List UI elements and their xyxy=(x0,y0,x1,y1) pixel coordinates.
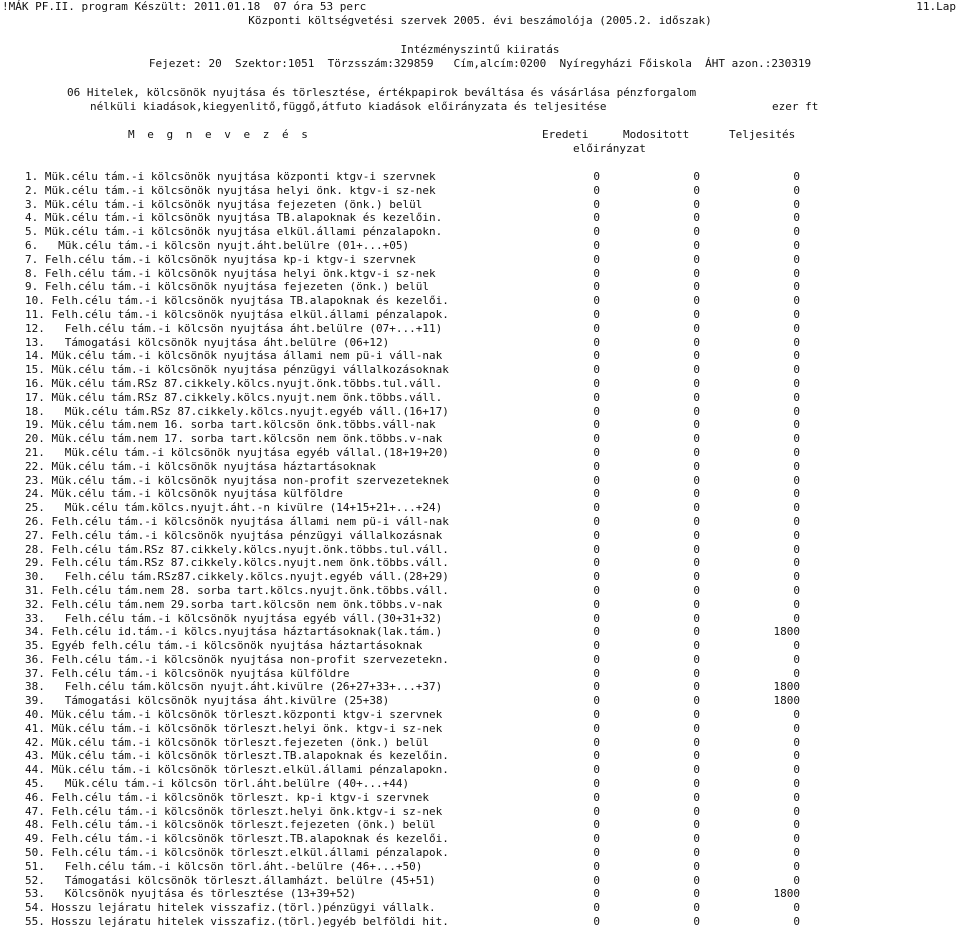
row-label: 28. Felh.célu tám.RSz 87.cikkely.kölcs.nyujt.önk.többs.tul.váll. xyxy=(25,542,449,556)
value-actual: 0 xyxy=(793,790,800,804)
value-actual: 0 xyxy=(793,859,800,873)
row-label: 52. Támogatási kölcsönök törleszt.államházt. belülre (45+51) xyxy=(25,873,436,887)
value-modified: 0 xyxy=(693,445,700,459)
column-header-name: M e g n e v e z é s xyxy=(128,128,311,141)
value-modified: 0 xyxy=(693,307,700,321)
value-actual: 0 xyxy=(793,197,800,211)
value-modified: 0 xyxy=(693,321,700,335)
value-original: 0 xyxy=(593,445,600,459)
row-label: 22. Mük.célu tám.-i kölcsönök nyujtása háztartásoknak xyxy=(25,459,376,473)
row-label: 3. Mük.célu tám.-i kölcsönök nyujtása fejezeten (önk.) belül xyxy=(25,197,423,211)
table-row xyxy=(0,363,960,377)
table-row xyxy=(0,253,960,267)
value-original: 0 xyxy=(593,873,600,887)
table-row xyxy=(0,556,960,570)
value-modified: 0 xyxy=(693,556,700,570)
value-original: 0 xyxy=(593,859,600,873)
report-header-left: !MÁK PF.II. program Készült: 2011.01.18 07 óra 53 perc xyxy=(2,0,367,13)
table-row xyxy=(0,874,960,888)
table-row xyxy=(0,598,960,612)
column-header-original: Eredeti xyxy=(542,128,589,141)
value-original: 0 xyxy=(593,583,600,597)
table-row xyxy=(0,639,960,653)
value-modified: 0 xyxy=(693,225,700,239)
table-row xyxy=(0,336,960,350)
row-label: 33. Felh.célu tám.-i kölcsönök nyujtása egyéb váll.(30+31+32) xyxy=(25,611,443,625)
row-label: 55. Hosszu lejáratu hitelek visszafiz.(törl.)egyéb belföldi hit. xyxy=(25,915,449,929)
value-original: 0 xyxy=(593,542,600,556)
value-original: 0 xyxy=(593,197,600,211)
table-row xyxy=(0,694,960,708)
value-actual: 0 xyxy=(793,597,800,611)
value-modified: 0 xyxy=(693,514,700,528)
value-modified: 0 xyxy=(693,611,700,625)
page-number: 11.Lap xyxy=(916,0,956,13)
value-original: 0 xyxy=(593,349,600,363)
row-label: 37. Felh.célu tám.-i kölcsönök nyujtása külföldre xyxy=(25,666,350,680)
table-row xyxy=(0,280,960,294)
value-original: 0 xyxy=(593,487,600,501)
value-modified: 0 xyxy=(693,915,700,929)
row-label: 17. Mük.célu tám.RSz 87.cikkely.kölcs.nyujt.nem önk.többs.váll. xyxy=(25,390,443,404)
value-modified: 0 xyxy=(693,818,700,832)
value-actual: 0 xyxy=(793,211,800,225)
report-title-2: nélküli kiadások,kiegyenlitő,függő,átfuto kiadások előirányzata és teljesitése xyxy=(90,100,607,113)
value-modified: 0 xyxy=(693,639,700,653)
column-header-original-2: előirányzat xyxy=(573,142,646,155)
value-original: 0 xyxy=(593,625,600,639)
value-actual: 0 xyxy=(793,528,800,542)
value-original: 0 xyxy=(593,832,600,846)
value-original: 0 xyxy=(593,556,600,570)
value-actual: 0 xyxy=(793,832,800,846)
row-label: 43. Mük.célu tám.-i kölcsönök törleszt.TB.alapoknak és kezelőin. xyxy=(25,749,449,763)
value-actual: 0 xyxy=(793,735,800,749)
row-label: 51. Felh.célu tám.-i kölcsön törl.áht.-belülre (46+...+50) xyxy=(25,859,423,873)
value-original: 0 xyxy=(593,321,600,335)
value-actual: 0 xyxy=(793,183,800,197)
value-original: 0 xyxy=(593,211,600,225)
value-original: 0 xyxy=(593,363,600,377)
row-label: 16. Mük.célu tám.RSz 87.cikkely.kölcs.nyujt.önk.többs.tul.váll. xyxy=(25,376,443,390)
row-label: 2. Mük.célu tám.-i kölcsönök nyujtása helyi önk. ktgv-i sz-nek xyxy=(25,183,436,197)
value-actual: 0 xyxy=(793,459,800,473)
row-label: 36. Felh.célu tám.-i kölcsönök nyujtása non-profit szervezetekn. xyxy=(25,652,449,666)
value-original: 0 xyxy=(593,376,600,390)
value-original: 0 xyxy=(593,432,600,446)
value-actual: 0 xyxy=(793,721,800,735)
value-modified: 0 xyxy=(693,735,700,749)
value-modified: 0 xyxy=(693,846,700,860)
value-actual: 0 xyxy=(793,611,800,625)
row-label: 47. Felh.célu tám.-i kölcsönök törleszt.helyi önk.ktgv-i sz-nek xyxy=(25,804,443,818)
value-actual: 0 xyxy=(793,570,800,584)
value-original: 0 xyxy=(593,652,600,666)
table-row xyxy=(0,680,960,694)
value-modified: 0 xyxy=(693,832,700,846)
table-row xyxy=(0,570,960,584)
table-row xyxy=(0,501,960,515)
value-original: 0 xyxy=(593,749,600,763)
value-actual: 0 xyxy=(793,349,800,363)
value-actual: 0 xyxy=(793,321,800,335)
row-label: 40. Mük.célu tám.-i kölcsönök törleszt.központi ktgv-i szervnek xyxy=(25,708,443,722)
value-modified: 0 xyxy=(693,363,700,377)
value-original: 0 xyxy=(593,694,600,708)
value-modified: 0 xyxy=(693,680,700,694)
value-original: 0 xyxy=(593,225,600,239)
value-original: 0 xyxy=(593,307,600,321)
table-row xyxy=(0,211,960,225)
value-modified: 0 xyxy=(693,501,700,515)
value-modified: 0 xyxy=(693,859,700,873)
value-original: 0 xyxy=(593,735,600,749)
report-title-1: 06 Hitelek, kölcsönök nyujtása és törlesztése, értékpapirok beváltása és vásárlása pénzforgalom xyxy=(67,86,697,99)
value-original: 0 xyxy=(593,473,600,487)
value-modified: 0 xyxy=(693,376,700,390)
table-row xyxy=(0,860,960,874)
table-row xyxy=(0,418,960,432)
value-original: 0 xyxy=(593,404,600,418)
table-row xyxy=(0,543,960,557)
row-label: 49. Felh.célu tám.-i kölcsönök törleszt.TB.alapoknak és kezelői. xyxy=(25,832,449,846)
unit-label: ezer ft xyxy=(772,100,819,113)
table-row xyxy=(0,487,960,501)
value-original: 0 xyxy=(593,639,600,653)
row-label: 7. Felh.célu tám.-i kölcsönök nyujtása kp-i ktgv-i szervnek xyxy=(25,252,416,266)
value-original: 0 xyxy=(593,280,600,294)
value-modified: 0 xyxy=(693,197,700,211)
value-actual: 0 xyxy=(793,266,800,280)
row-label: 15. Mük.célu tám.-i kölcsönök nyujtása pénzügyi vállalkozásoknak xyxy=(25,363,449,377)
value-modified: 0 xyxy=(693,901,700,915)
row-label: 54. Hosszu lejáratu hitelek visszafiz.(törl.)pénzügyi vállalk. xyxy=(25,901,436,915)
table-row xyxy=(0,308,960,322)
table-row xyxy=(0,667,960,681)
table-row xyxy=(0,267,960,281)
table-row xyxy=(0,446,960,460)
column-header-modified: Modositott xyxy=(623,128,690,141)
table-row xyxy=(0,791,960,805)
value-modified: 0 xyxy=(693,170,700,183)
value-original: 0 xyxy=(593,252,600,266)
report-scope: Intézményszintű kiiratás xyxy=(400,43,560,56)
table-row xyxy=(0,653,960,667)
row-label: 29. Felh.célu tám.RSz 87.cikkely.kölcs.nyujt.nem önk.többs.váll. xyxy=(25,556,449,570)
value-original: 0 xyxy=(593,846,600,860)
value-modified: 0 xyxy=(693,459,700,473)
value-modified: 0 xyxy=(693,335,700,349)
table-row xyxy=(0,722,960,736)
row-label: 32. Felh.célu tám.nem 29.sorba tart.kölcsön nem önk.többs.v-nak xyxy=(25,597,443,611)
value-modified: 0 xyxy=(693,252,700,266)
value-actual: 0 xyxy=(793,556,800,570)
row-label: 34. Felh.célu id.tám.-i kölcs.nyujtása háztartásoknak(lak.tám.) xyxy=(25,625,443,639)
table-row xyxy=(0,736,960,750)
value-actual: 0 xyxy=(793,432,800,446)
value-actual: 0 xyxy=(793,514,800,528)
value-original: 0 xyxy=(593,266,600,280)
table-row xyxy=(0,377,960,391)
table-row xyxy=(0,777,960,791)
value-modified: 0 xyxy=(693,238,700,252)
row-label: 14. Mük.célu tám.-i kölcsönök nyujtása állami nem pü-i váll-nak xyxy=(25,349,443,363)
table-row xyxy=(0,901,960,915)
row-label: 30. Felh.célu tám.RSz87.cikkely.kölcs.nyujt.egyéb váll.(28+29) xyxy=(25,570,449,584)
value-actual: 0 xyxy=(793,749,800,763)
value-modified: 0 xyxy=(693,666,700,680)
row-label: 45. Mük.célu tám.-i kölcsön törl.áht.belülre (40+...+44) xyxy=(25,777,410,791)
row-label: 50. Felh.célu tám.-i kölcsönök törleszt.elkül.állami pénzalapok. xyxy=(25,846,449,860)
value-modified: 0 xyxy=(693,390,700,404)
table-row xyxy=(0,708,960,722)
value-original: 0 xyxy=(593,418,600,432)
value-original: 0 xyxy=(593,887,600,901)
table-row xyxy=(0,749,960,763)
value-actual: 0 xyxy=(793,294,800,308)
data-table xyxy=(0,170,960,929)
value-actual: 0 xyxy=(793,873,800,887)
value-actual: 0 xyxy=(793,487,800,501)
row-label: 42. Mük.célu tám.-i kölcsönök törleszt.fejezeten (önk.) belül xyxy=(25,735,429,749)
value-original: 0 xyxy=(593,514,600,528)
value-actual: 0 xyxy=(793,473,800,487)
table-row xyxy=(0,818,960,832)
value-original: 0 xyxy=(593,170,600,183)
value-original: 0 xyxy=(593,335,600,349)
value-actual: 0 xyxy=(793,418,800,432)
value-actual: 1800 xyxy=(773,625,800,639)
value-actual: 0 xyxy=(793,501,800,515)
value-original: 0 xyxy=(593,901,600,915)
value-original: 0 xyxy=(593,763,600,777)
value-original: 0 xyxy=(593,680,600,694)
row-label: 26. Felh.célu tám.-i kölcsönök nyujtása állami nem pü-i váll-nak xyxy=(25,514,449,528)
value-modified: 0 xyxy=(693,280,700,294)
value-actual: 1800 xyxy=(773,887,800,901)
table-row xyxy=(0,349,960,363)
value-modified: 0 xyxy=(693,873,700,887)
value-modified: 0 xyxy=(693,432,700,446)
column-header-actual: Teljesités xyxy=(729,128,796,141)
value-modified: 0 xyxy=(693,183,700,197)
value-modified: 0 xyxy=(693,404,700,418)
table-row xyxy=(0,198,960,212)
value-actual: 0 xyxy=(793,307,800,321)
value-original: 0 xyxy=(593,501,600,515)
value-modified: 0 xyxy=(693,652,700,666)
row-label: 38. Felh.célu tám.kölcsön nyujt.áht.kivülre (26+27+33+...+37) xyxy=(25,680,443,694)
table-row xyxy=(0,887,960,901)
value-actual: 0 xyxy=(793,652,800,666)
value-modified: 0 xyxy=(693,625,700,639)
value-original: 0 xyxy=(593,238,600,252)
value-original: 0 xyxy=(593,390,600,404)
row-label: 41. Mük.célu tám.-i kölcsönök törleszt.helyi önk. ktgv-i sz-nek xyxy=(25,721,443,735)
value-modified: 0 xyxy=(693,777,700,791)
value-actual: 0 xyxy=(793,818,800,832)
table-row xyxy=(0,846,960,860)
value-modified: 0 xyxy=(693,597,700,611)
value-original: 0 xyxy=(593,528,600,542)
row-label: 39. Támogatási kölcsönök nyujtása áht.kivülre (25+38) xyxy=(25,694,390,708)
value-original: 0 xyxy=(593,570,600,584)
row-label: 11. Felh.célu tám.-i kölcsönök nyujtása elkül.állami pénzalapok. xyxy=(25,307,449,321)
value-actual: 0 xyxy=(793,846,800,860)
row-label: 31. Felh.célu tám.nem 28. sorba tart.kölcs.nyujt.önk.többs.váll. xyxy=(25,583,449,597)
value-modified: 0 xyxy=(693,708,700,722)
value-actual: 0 xyxy=(793,639,800,653)
row-label: 25. Mük.célu tám.kölcs.nyujt.áht.-n kivülre (14+15+21+...+24) xyxy=(25,501,443,515)
table-row xyxy=(0,432,960,446)
row-label: 24. Mük.célu tám.-i kölcsönök nyujtása külföldre xyxy=(25,487,343,501)
value-actual: 0 xyxy=(793,666,800,680)
value-modified: 0 xyxy=(693,804,700,818)
row-label: 46. Felh.célu tám.-i kölcsönök törleszt. kp-i ktgv-i szervnek xyxy=(25,790,429,804)
row-label: 9. Felh.célu tám.-i kölcsönök nyujtása fejezeten (önk.) belül xyxy=(25,280,429,294)
table-row xyxy=(0,915,960,929)
value-actual: 0 xyxy=(793,390,800,404)
row-label: 1. Mük.célu tám.-i kölcsönök nyujtása központi ktgv-i szervnek xyxy=(25,170,436,183)
value-modified: 0 xyxy=(693,349,700,363)
value-actual: 0 xyxy=(793,804,800,818)
value-original: 0 xyxy=(593,708,600,722)
table-row xyxy=(0,763,960,777)
value-modified: 0 xyxy=(693,473,700,487)
value-actual: 1800 xyxy=(773,680,800,694)
row-label: 21. Mük.célu tám.-i kölcsönök nyujtása egyéb vállal.(18+19+20) xyxy=(25,445,449,459)
table-row xyxy=(0,184,960,198)
row-label: 5. Mük.célu tám.-i kölcsönök nyujtása elkül.állami pénzalapokn. xyxy=(25,225,443,239)
table-row xyxy=(0,460,960,474)
row-label: 44. Mük.célu tám.-i kölcsönök törleszt.elkül.állami pénzalapokn. xyxy=(25,763,449,777)
value-original: 0 xyxy=(593,183,600,197)
value-original: 0 xyxy=(593,294,600,308)
table-row xyxy=(0,529,960,543)
row-label: 23. Mük.célu tám.-i kölcsönök nyujtása non-profit szervezeteknek xyxy=(25,473,449,487)
row-label: 53. Kölcsönök nyujtása és törlesztése (13+39+52) xyxy=(25,887,357,901)
value-original: 0 xyxy=(593,915,600,929)
value-modified: 0 xyxy=(693,418,700,432)
value-actual: 0 xyxy=(793,708,800,722)
value-modified: 0 xyxy=(693,542,700,556)
table-row xyxy=(0,239,960,253)
value-modified: 0 xyxy=(693,694,700,708)
value-actual: 0 xyxy=(793,763,800,777)
value-modified: 0 xyxy=(693,266,700,280)
value-modified: 0 xyxy=(693,763,700,777)
row-label: 20. Mük.célu tám.nem 17. sorba tart.kölcsön nem önk.többs.v-nak xyxy=(25,432,443,446)
value-actual: 0 xyxy=(793,376,800,390)
value-original: 0 xyxy=(593,777,600,791)
value-modified: 0 xyxy=(693,721,700,735)
table-row xyxy=(0,322,960,336)
value-actual: 0 xyxy=(793,335,800,349)
report-subtitle: Központi költségvetési szervek 2005. évi beszámolója (2005.2. időszak) xyxy=(248,14,712,27)
value-modified: 0 xyxy=(693,487,700,501)
value-original: 0 xyxy=(593,804,600,818)
value-actual: 0 xyxy=(793,170,800,183)
value-actual: 0 xyxy=(793,238,800,252)
value-actual: 0 xyxy=(793,901,800,915)
value-original: 0 xyxy=(593,721,600,735)
row-label: 48. Felh.célu tám.-i kölcsönök törleszt.fejezeten (önk.) belül xyxy=(25,818,436,832)
value-modified: 0 xyxy=(693,211,700,225)
value-original: 0 xyxy=(593,818,600,832)
row-label: 6. Mük.célu tám.-i kölcsön nyujt.áht.belülre (01+...+05) xyxy=(25,238,410,252)
value-actual: 0 xyxy=(793,363,800,377)
value-actual: 1800 xyxy=(773,694,800,708)
value-original: 0 xyxy=(593,790,600,804)
row-label: 12. Felh.célu tám.-i kölcsön nyujtása áht.belülre (07+...+11) xyxy=(25,321,443,335)
value-modified: 0 xyxy=(693,887,700,901)
value-original: 0 xyxy=(593,597,600,611)
row-label: 35. Egyéb felh.célu tám.-i kölcsönök nyujtása háztartásoknak xyxy=(25,639,423,653)
value-modified: 0 xyxy=(693,749,700,763)
table-row xyxy=(0,225,960,239)
value-modified: 0 xyxy=(693,570,700,584)
table-row xyxy=(0,805,960,819)
table-row xyxy=(0,584,960,598)
row-label: 8. Felh.célu tám.-i kölcsönök nyujtása helyi önk.ktgv-i sz-nek xyxy=(25,266,436,280)
table-row xyxy=(0,391,960,405)
value-actual: 0 xyxy=(793,542,800,556)
table-row xyxy=(0,474,960,488)
table-row xyxy=(0,170,960,184)
value-actual: 0 xyxy=(793,404,800,418)
table-row xyxy=(0,625,960,639)
table-row xyxy=(0,515,960,529)
row-label: 27. Felh.célu tám.-i kölcsönök nyujtása pénzügyi vállalkozásnak xyxy=(25,528,443,542)
value-modified: 0 xyxy=(693,528,700,542)
table-row xyxy=(0,832,960,846)
row-label: 4. Mük.célu tám.-i kölcsönök nyujtása TB.alapoknak és kezelőin. xyxy=(25,211,443,225)
table-row xyxy=(0,405,960,419)
value-modified: 0 xyxy=(693,583,700,597)
value-actual: 0 xyxy=(793,915,800,929)
institution-line: Fejezet: 20 Szektor:1051 Törzsszám:329859 Cím,alcím:0200 Nyíregyházi Főiskola ÁHT azon.:230319 xyxy=(148,57,812,70)
table-row xyxy=(0,612,960,626)
value-actual: 0 xyxy=(793,252,800,266)
value-actual: 0 xyxy=(793,777,800,791)
row-label: 19. Mük.célu tám.nem 16. sorba tart.kölcsön önk.többs.váll-nak xyxy=(25,418,436,432)
value-actual: 0 xyxy=(793,225,800,239)
row-label: 18. Mük.célu tám.RSz 87.cikkely.kölcs.nyujt.egyéb váll.(16+17) xyxy=(25,404,449,418)
value-original: 0 xyxy=(593,459,600,473)
value-actual: 0 xyxy=(793,445,800,459)
row-label: 13. Támogatási kölcsönök nyujtása áht.belülre (06+12) xyxy=(25,335,390,349)
value-original: 0 xyxy=(593,611,600,625)
value-original: 0 xyxy=(593,666,600,680)
value-actual: 0 xyxy=(793,583,800,597)
value-modified: 0 xyxy=(693,294,700,308)
value-modified: 0 xyxy=(693,790,700,804)
table-row xyxy=(0,294,960,308)
value-actual: 0 xyxy=(793,280,800,294)
row-label: 10. Felh.célu tám.-i kölcsönök nyujtása TB.alapoknak és kezelői. xyxy=(25,294,449,308)
